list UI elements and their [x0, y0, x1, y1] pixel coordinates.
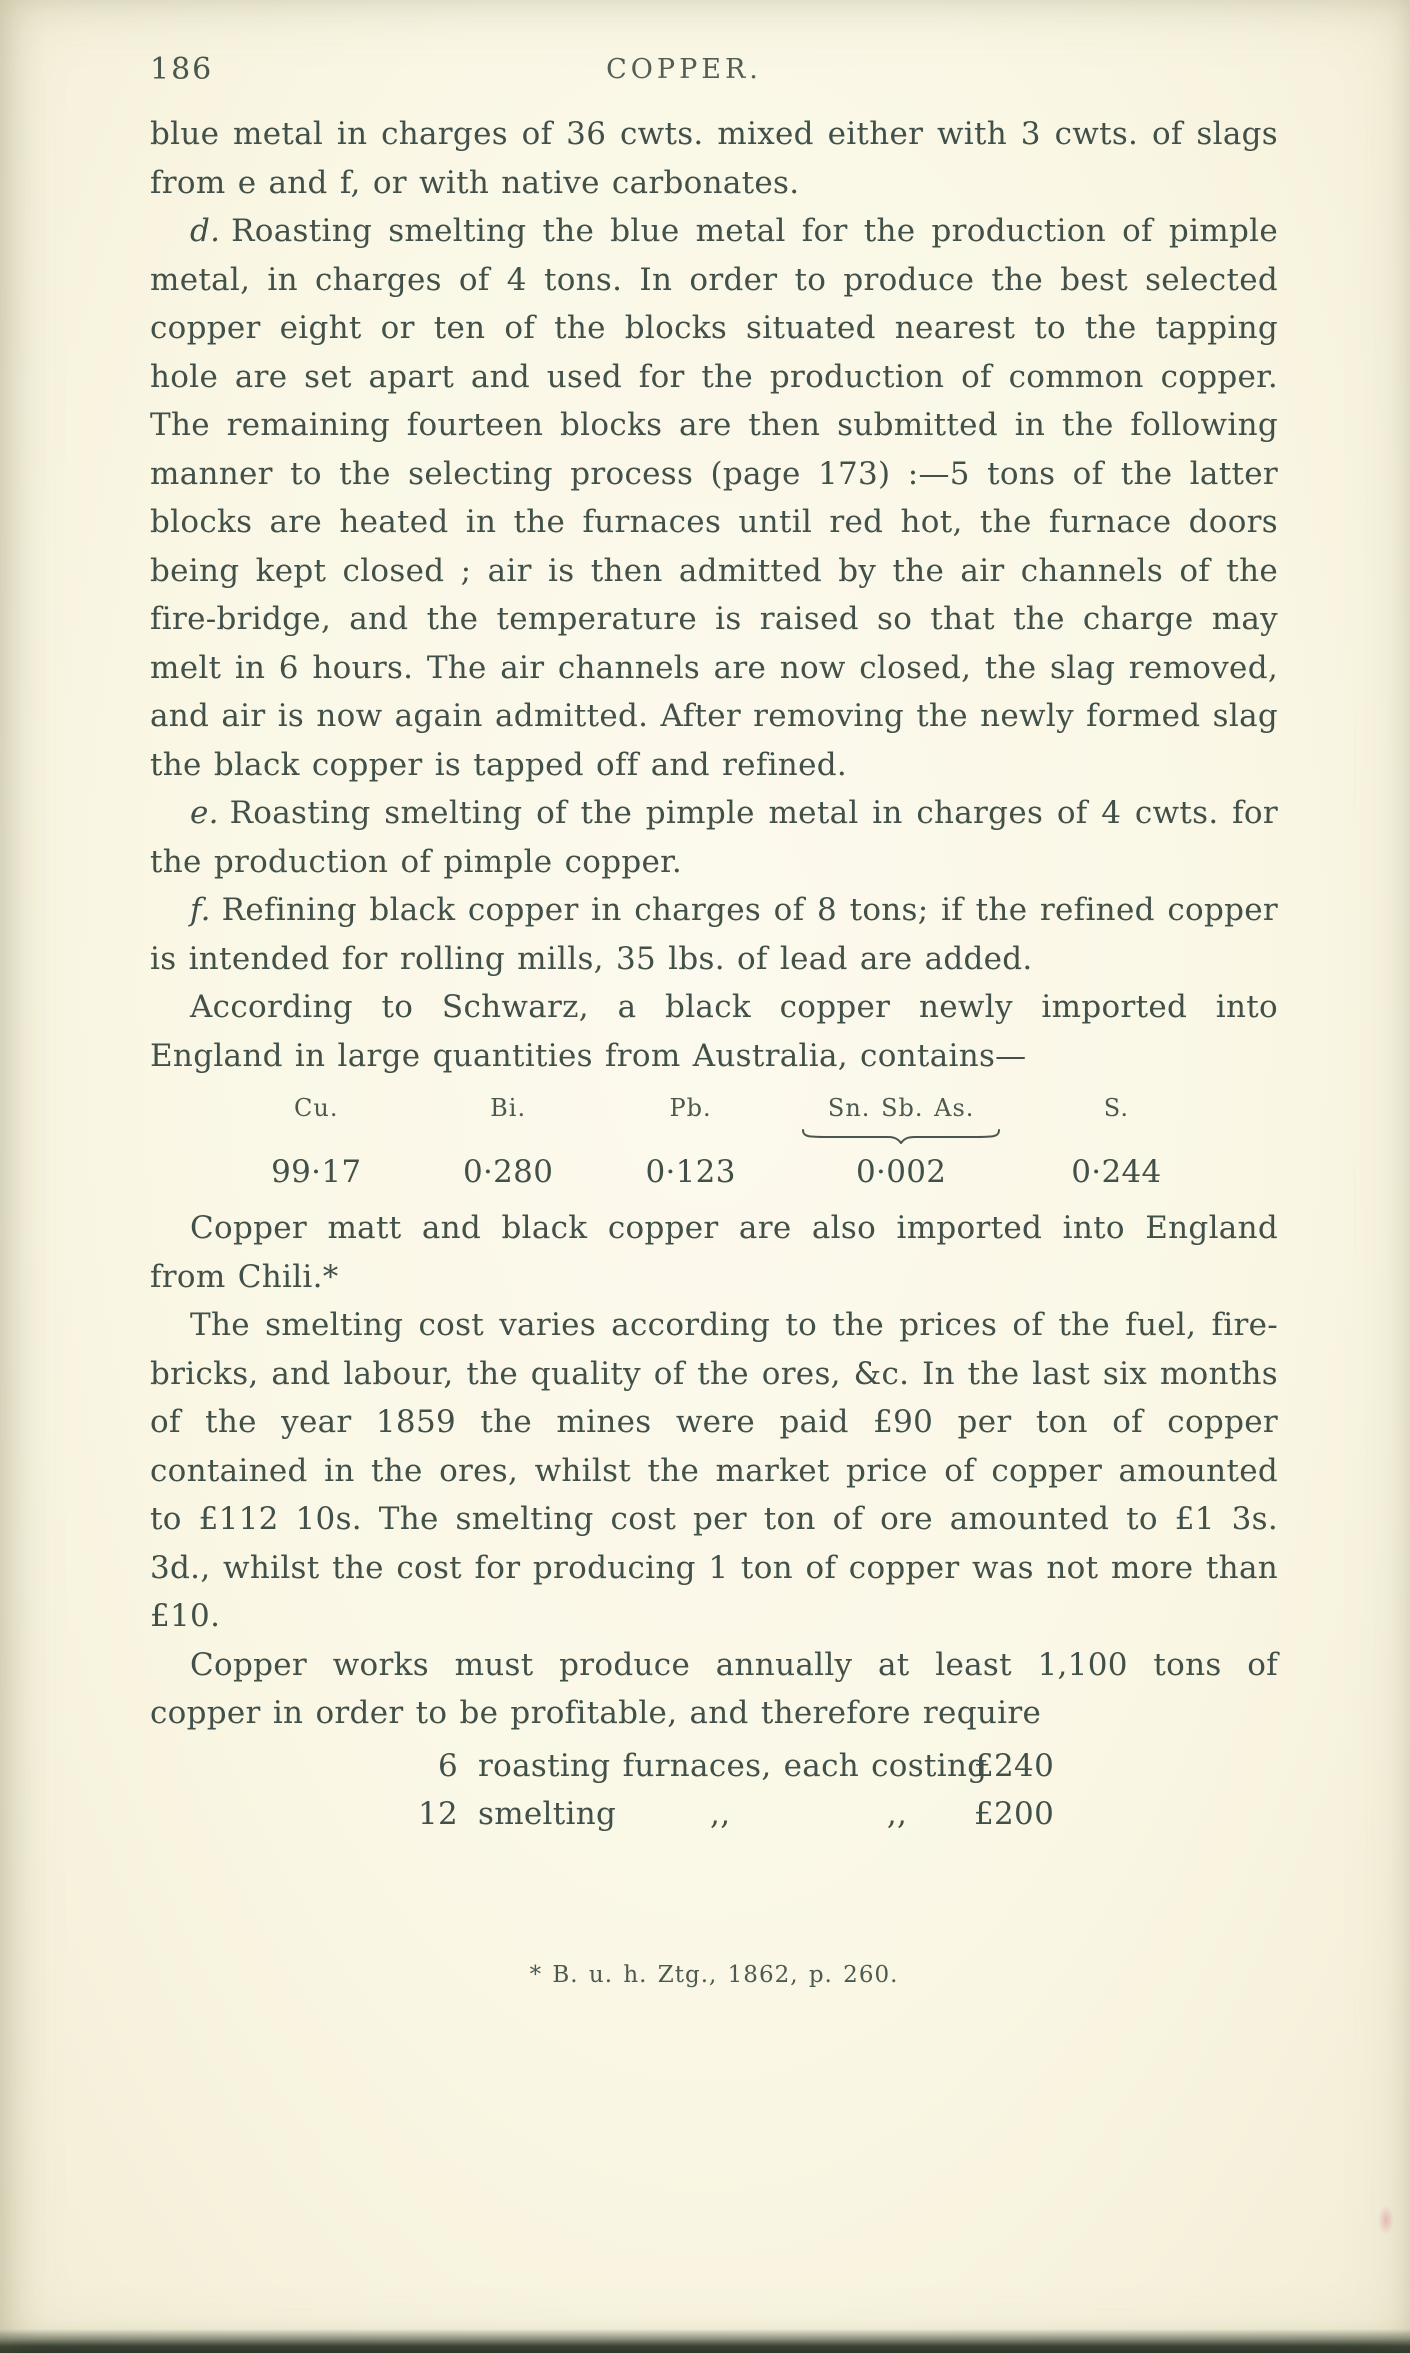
- cost-item: smelting ,, ,,: [478, 1796, 908, 1832]
- assay-header-sn-sb-as: Sn. Sb. As.: [827, 1094, 975, 1122]
- scan-edge: [0, 2329, 1410, 2353]
- paragraph-text: According to Schwarz, a black copper newly imported into England in large quantities from Australia, contains—: [150, 989, 1278, 1074]
- paragraph-text: Copper works must produce annually at least 1,100 tons of copper in order to be profitable, and therefore require: [150, 1646, 1278, 1731]
- brace-cell: [780, 1128, 1023, 1146]
- paragraph-lead: e.: [190, 795, 219, 831]
- paragraph-copper-works: [150, 1641, 1278, 1738]
- cost-item: roasting furnaces, each costing: [478, 1747, 988, 1784]
- paragraph-lead: f.: [190, 892, 211, 928]
- cost-qty: 12: [417, 1796, 458, 1832]
- page-header: [150, 52, 1278, 94]
- paragraph-text: Refining black copper in charges of 8 tons; if the refined copper is intended for rolling mills, 35 lbs. of lead are added.: [150, 892, 1278, 977]
- group-brace-icon: [801, 1128, 1001, 1144]
- cost-price: £200: [974, 1796, 1055, 1832]
- scan-stain: [1378, 2205, 1394, 2235]
- assay-header-bi: Bi.: [490, 1094, 527, 1122]
- footnote: * B. u. h. Ztg., 1862, p. 260.: [529, 1961, 899, 1988]
- assay-value-sn-sb-as: 0·002: [856, 1154, 947, 1190]
- assay-header-pb: Pb.: [669, 1094, 712, 1122]
- paragraph-intro: [150, 110, 1278, 207]
- assay-value-bi: 0·280: [462, 1154, 554, 1190]
- cost-line-furnaces: [402, 1742, 1278, 1791]
- assay-brace-row: [218, 1128, 1210, 1146]
- page-body: [150, 110, 1278, 1999]
- paragraph-text: Roasting smelting of the pimple metal in charges of 4 cwts. for the production of pimple copper.: [150, 795, 1278, 880]
- assay-value-pb: 0·123: [645, 1154, 736, 1190]
- paragraph-d: [150, 207, 1278, 789]
- paragraph-text: Roasting smelting the blue metal for the production of pimple metal, in charges of 4 tons. In order to produce the best selected copper eight or ten of the blocks situated nearest to the tapping hole are set apart and used for the production of common copper. The remaining fourteen blocks are then submitted in the following manner to the selecting process (page 173) :—5 tons of the latter blocks are heated in the furnaces until red hot, the furnace doors being kept closed ; air is then admitted by the air channels of the fire-bridge, and the temperature is raised so that the charge may melt in 6 hours. The air channels are now closed, the slag removed, and air is now again admitted. After removing the newly formed slag the black copper is tapped off and refined.: [150, 213, 1278, 783]
- assay-header-cu: Cu.: [294, 1094, 339, 1122]
- paragraph-smelting-cost: [150, 1301, 1278, 1641]
- cost-price: £240: [974, 1747, 1055, 1784]
- assay-value-cu: 99·17: [271, 1154, 362, 1190]
- paragraph-f: [150, 886, 1278, 983]
- assay-value-s: 0·244: [1071, 1154, 1162, 1190]
- cost-qty: 6: [437, 1747, 458, 1784]
- paragraph-text: blue metal in charges of 36 cwts. mixed either with 3 cwts. of slags from e and f, or with native carbonates.: [150, 116, 1278, 201]
- page-number: 186: [150, 52, 214, 87]
- assay-value-row: [218, 1146, 1210, 1198]
- running-title: COPPER.: [606, 54, 762, 85]
- paragraph-e: [150, 789, 1278, 886]
- assay-header-row: [218, 1088, 1210, 1128]
- assay-table: [218, 1088, 1210, 1198]
- paragraph-chili: [150, 1204, 1278, 1301]
- cost-line-smelting: [402, 1790, 1278, 1839]
- cost-lines: [402, 1742, 1278, 1839]
- paragraph-text: The smelting cost varies according to the prices of the fuel, fire-bricks, and labour, the quality of the ores, &c. In the last six months of the year 1859 the mines were paid £90 per ton of copper contained in the ores, whilst the market price of copper amounted to £112 10s. The smelting cost per ton of ore amounted to £1 3s. 3d., whilst the cost for producing 1 ton of copper was not more than £10.: [150, 1307, 1278, 1634]
- paragraph-schwarz: [150, 983, 1278, 1080]
- paragraph-text: Copper matt and black copper are also imported into England from Chili.*: [150, 1210, 1278, 1295]
- assay-header-s: S.: [1103, 1094, 1130, 1122]
- paragraph-lead: d.: [190, 213, 221, 249]
